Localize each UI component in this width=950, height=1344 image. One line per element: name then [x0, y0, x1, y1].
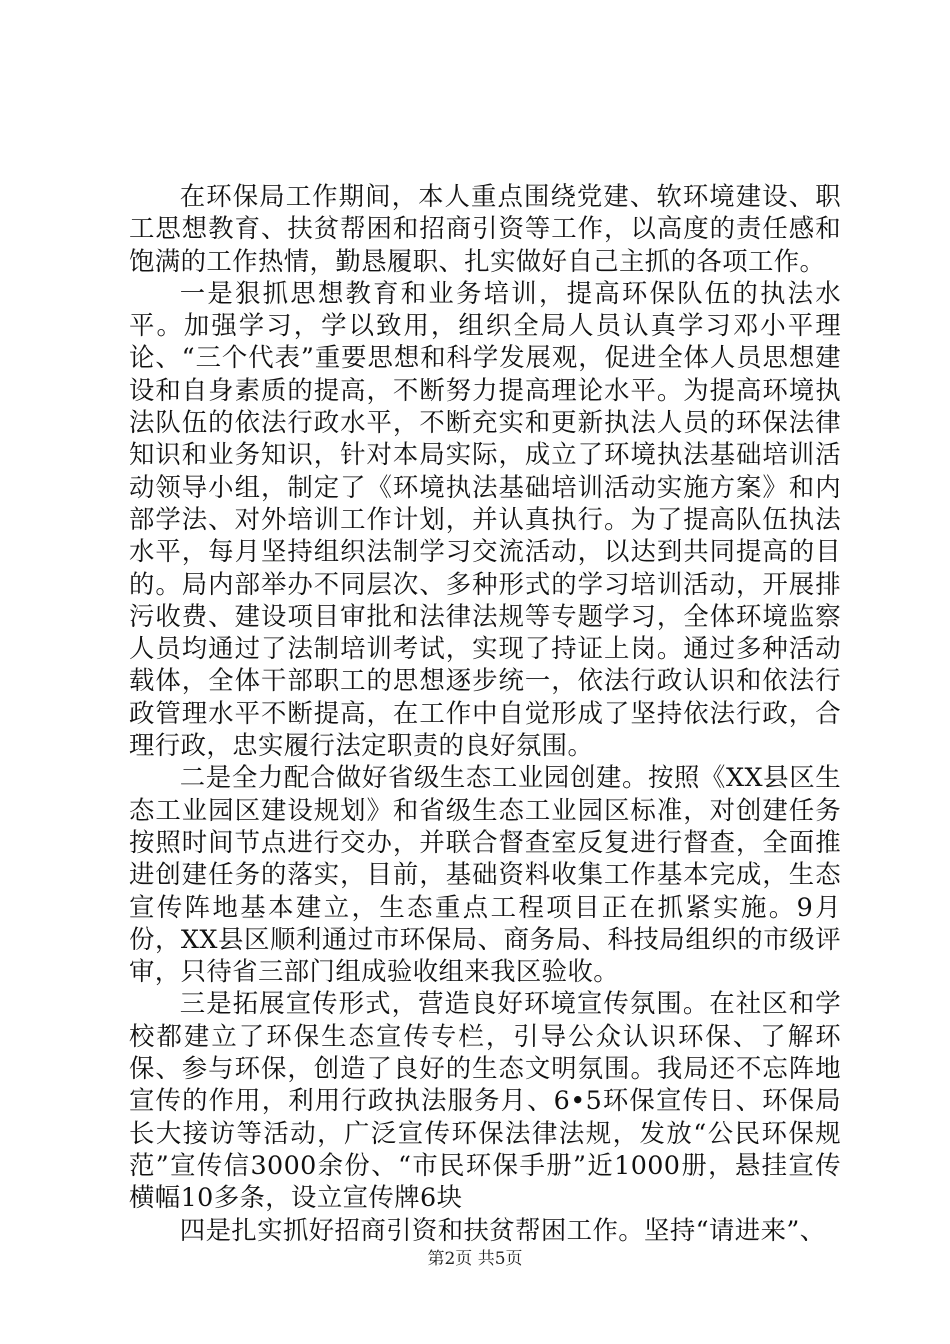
page-number-footer: 第2页 共5页: [427, 1249, 523, 1269]
paragraph-eco-park: 二是全力配合做好省级生态工业园创建。按照《XX县区生态工业园区建设规划》和省级生态工业园区标准，对创建任务按照时间节点进行交办，并联合督查室反复进行督查，全面推进创建任务的落实，目前，基础资料收集工作基本完成，生态宣传阵地基本建立，生态重点工程项目正在抓紧实施。9月份，XX县区顺利通过市环保局、商务局、科技局组织的市级评审，只待省三部门组成验收组来我区验收。: [129, 762, 841, 987]
document-body: [129, 180, 841, 1246]
paragraph-training: 一是狠抓思想教育和业务培训，提高环保队伍的执法水平。加强学习，学以致用，组织全局人员认真学习邓小平理论、“三个代表”重要思想和科学发展观，促进全体人员思想建设和自身素质的提高，不断努力提高理论水平。为提高环境执法队伍的依法行政水平，不断充实和更新执法人员的环保法律知识和业务知识，针对本局实际，成立了环境执法基础培训活动领导小组，制定了《环境执法基础培训活动实施方案》和内部学法、对外培训工作计划，并认真执行。为了提高队伍执法水平，每月坚持组织法制学习交流活动，以达到共同提高的目的。局内部举办不同层次、多种形式的学习培训活动，开展排污收费、建设项目审批和法律法规等专题学习，全体环境监察人员均通过了法制培训考试，实现了持证上岗。通过多种活动载体，全体干部职工的思想逐步统一，依法行政认识和依法行政管理水平不断提高，在工作中自觉形成了坚持依法行政，合理行政，忠实履行法定职责的良好氛围。: [129, 277, 841, 761]
paragraph-publicity: 三是拓展宣传形式，营造良好环境宣传氛围。在社区和学校都建立了环保生态宣传专栏，引导公众认识环保、了解环保、参与环保，创造了良好的生态文明氛围。我局还不忘阵地宣传的作用，利用行政执法服务月、6•5环保宣传日、环保局长大接访等活动，广泛宣传环保法律法规，发放“公民环保规范”宣传信3000余份、“市民环保手册”近1000册，悬挂宣传横幅10多条，设立宣传牌6块: [129, 988, 841, 1213]
paragraph-intro: 在环保局工作期间，本人重点围绕党建、软环境建设、职工思想教育、扶贫帮困和招商引资等工作，以高度的责任感和饱满的工作热情，勤恳履职、扎实做好自己主抓的各项工作。: [129, 181, 841, 276]
paragraph-investment: 四是扎实抓好招商引资和扶贫帮困工作。坚持“请进来”、: [179, 1214, 826, 1245]
